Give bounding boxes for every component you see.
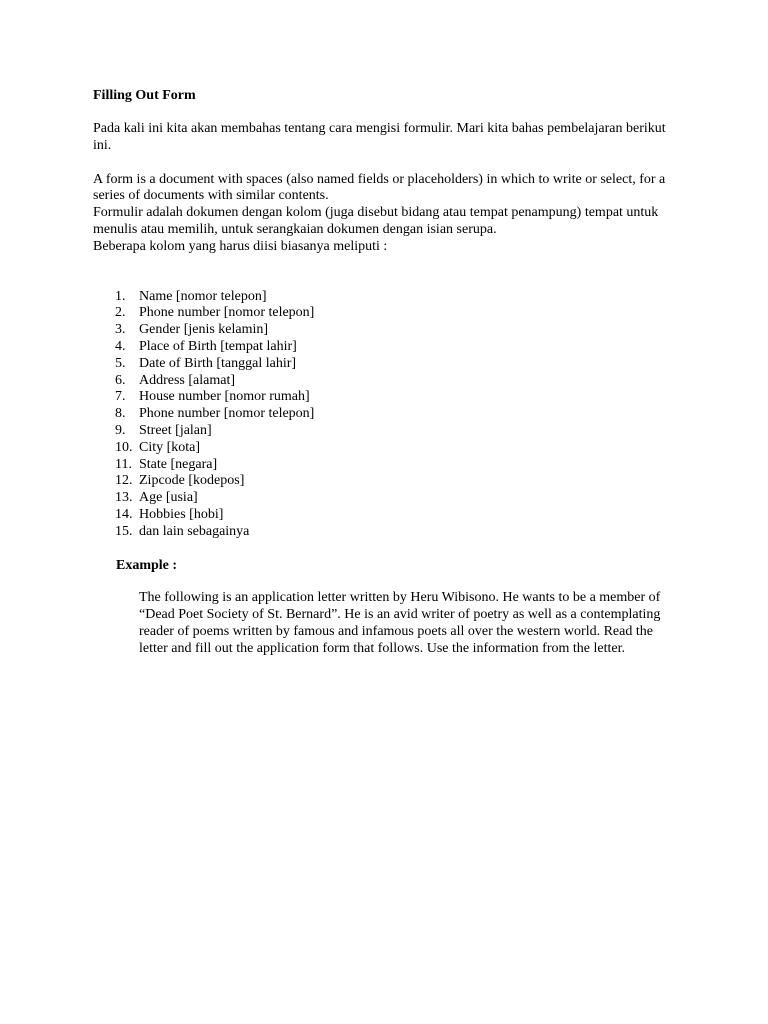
list-item	[93, 457, 683, 474]
list-item-number: 2.	[115, 305, 126, 321]
list-item-text: City [kota]	[139, 439, 201, 455]
list-item-text: Phone number [nomor telepon]	[139, 305, 315, 321]
list-item-text: Name [nomor telepon]	[139, 288, 267, 304]
list-item-number: 6.	[115, 372, 126, 388]
list-item	[93, 389, 683, 406]
list-item-number: 8.	[115, 406, 126, 422]
list-item	[93, 440, 683, 457]
list-item	[93, 507, 683, 524]
list-item-number: 9.	[115, 422, 126, 438]
list-item-text: Age [usia]	[139, 490, 198, 506]
document-page	[93, 88, 683, 658]
list-item-number: 14.	[115, 506, 133, 522]
definition-indonesian: Formulir adalah dokumen dengan kolom (juga disebut bidang atau tempat penampung) tempat untuk menulis atau memilih, untuk serangkaian dokumen dengan isian serupa.	[93, 205, 659, 237]
list-item	[93, 322, 683, 339]
list-item-number: 11.	[115, 456, 132, 472]
list-item	[93, 339, 683, 356]
document-title: Filling Out Form	[93, 88, 196, 103]
example-body: The following is an application letter written by Heru Wibisono. He wants to be a member of “Dead Poet Society of St. Bernard”. He is an avid writer of poetry as well as a contemplating reader of poems written by famous and infamous poets all over the western world. Read the letter and fill out the application form that follows. Use the information from the letter.	[139, 590, 661, 656]
list-item-text: Date of Birth [tanggal lahir]	[139, 355, 297, 371]
list-item-text: Street [jalan]	[139, 422, 212, 438]
list-item-text: Phone number [nomor telepon]	[139, 406, 315, 422]
list-item-text: Zipcode [kodepos]	[139, 473, 245, 489]
list-item-text: dan lain sebagainya	[139, 523, 250, 539]
list-item	[93, 373, 683, 390]
list-item-number: 1.	[115, 288, 126, 304]
list-item-text: State [negara]	[139, 456, 218, 472]
list-item	[93, 406, 683, 423]
list-item	[93, 473, 683, 490]
list-item-number: 5.	[115, 355, 126, 371]
list-item-number: 13.	[115, 490, 133, 506]
list-item-text: House number [nomor rumah]	[139, 389, 310, 405]
list-item	[93, 490, 683, 507]
list-item-number: 3.	[115, 322, 126, 338]
list-intro: Beberapa kolom yang harus diisi biasanya meliputi :	[93, 238, 388, 254]
list-item	[93, 356, 683, 373]
intro-paragraph: Pada kali ini kita akan membahas tentang cara mengisi formulir. Mari kita bahas pembelajaran berikut ini.	[93, 121, 666, 153]
list-item	[93, 289, 683, 306]
example-heading: Example :	[116, 557, 178, 573]
list-item-number: 7.	[115, 389, 126, 405]
list-item-number: 4.	[115, 338, 126, 354]
field-list	[93, 289, 683, 541]
definition-block	[93, 172, 683, 256]
definition-english: A form is a document with spaces (also named fields or placeholders) in which to write or select, for a series of documents with similar contents.	[93, 171, 666, 204]
list-item-number: 15.	[115, 523, 133, 539]
list-item-text: Hobbies [hobi]	[139, 506, 224, 522]
list-item	[93, 423, 683, 440]
list-item	[93, 524, 683, 541]
list-item-number: 10.	[115, 439, 133, 455]
list-item-text: Place of Birth [tempat lahir]	[139, 338, 297, 354]
list-item-text: Gender [jenis kelamin]	[139, 322, 269, 338]
list-item	[93, 305, 683, 322]
list-item-number: 12.	[115, 473, 133, 489]
list-item-text: Address [alamat]	[139, 372, 236, 388]
